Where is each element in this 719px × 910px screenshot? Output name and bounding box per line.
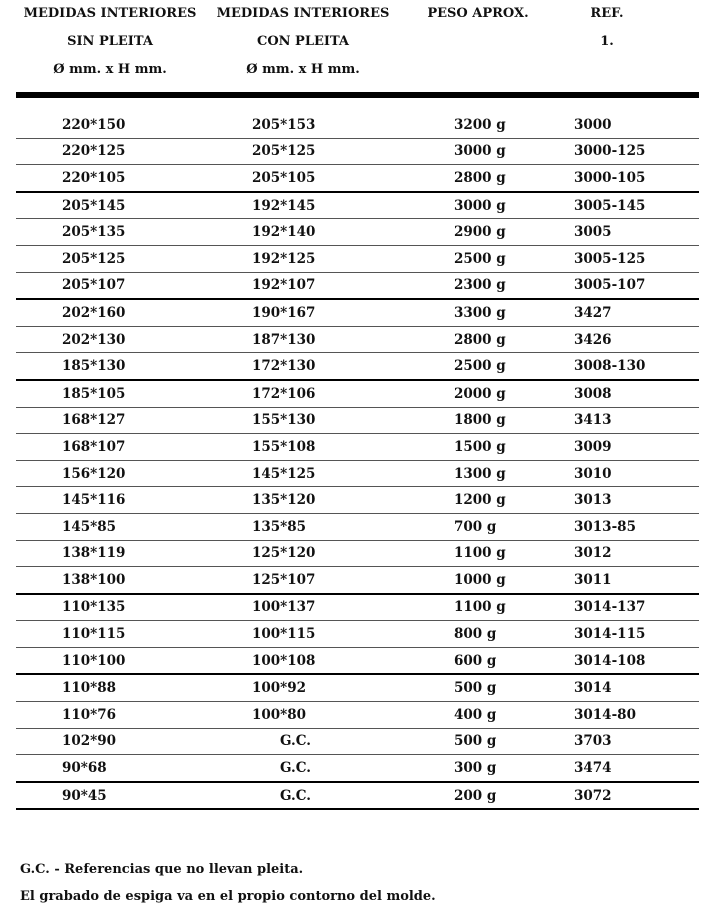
- cell-peso: 500 g: [412, 728, 552, 755]
- header-col-peso: [418, 0, 538, 28]
- cell-ref: 3013-85: [552, 513, 699, 540]
- cell-sin-pleita: 90*68: [16, 755, 206, 782]
- cell-peso: 1300 g: [412, 460, 552, 487]
- cell-peso: 300 g: [412, 755, 552, 782]
- cell-ref: 3014-108: [552, 647, 699, 674]
- table-row: [16, 380, 699, 407]
- cell-ref: 3013: [552, 487, 699, 514]
- cell-con-pleita: 100*108: [206, 647, 412, 674]
- table-row: [16, 272, 699, 299]
- header-line: MEDIDAS INTERIORES: [23, 6, 197, 21]
- mold-table: [16, 112, 699, 810]
- cell-sin-pleita: 205*135: [16, 219, 206, 246]
- cell-sin-pleita: 102*90: [16, 728, 206, 755]
- cell-sin-pleita: 156*120: [16, 460, 206, 487]
- table-row: [16, 192, 699, 219]
- cell-peso: 2800 g: [412, 165, 552, 192]
- cell-ref: 3426: [552, 326, 699, 353]
- cell-sin-pleita: 110*88: [16, 674, 206, 701]
- cell-peso: 1100 g: [412, 540, 552, 567]
- cell-sin-pleita: 90*45: [16, 782, 206, 810]
- cell-peso: 700 g: [412, 513, 552, 540]
- header-line: 1.: [600, 34, 614, 49]
- cell-sin-pleita: 138*119: [16, 540, 206, 567]
- cell-con-pleita: 192*145: [206, 192, 412, 219]
- cell-peso: 2800 g: [412, 326, 552, 353]
- table-row: [16, 513, 699, 540]
- cell-con-pleita: G.C.: [206, 782, 412, 810]
- cell-peso: 2500 g: [412, 353, 552, 380]
- header-col-con-pleita: [212, 0, 394, 84]
- table-row: [16, 728, 699, 755]
- cell-sin-pleita: 202*130: [16, 326, 206, 353]
- header-divider: [16, 92, 699, 98]
- header-line: Ø mm. x H mm.: [246, 62, 360, 77]
- table-row: [16, 326, 699, 353]
- cell-sin-pleita: 168*127: [16, 407, 206, 434]
- cell-peso: 2500 g: [412, 245, 552, 272]
- cell-sin-pleita: 205*125: [16, 245, 206, 272]
- cell-ref: 3012: [552, 540, 699, 567]
- cell-ref: 3413: [552, 407, 699, 434]
- cell-peso: 400 g: [412, 702, 552, 729]
- cell-sin-pleita: 145*116: [16, 487, 206, 514]
- cell-con-pleita: 187*130: [206, 326, 412, 353]
- cell-con-pleita: 145*125: [206, 460, 412, 487]
- cell-sin-pleita: 202*160: [16, 299, 206, 326]
- cell-con-pleita: 155*108: [206, 434, 412, 461]
- note-espiga: El grabado de espiga va en el propio contorno del molde.: [20, 889, 436, 904]
- header-line: CON PLEITA: [256, 34, 350, 49]
- cell-sin-pleita: 138*100: [16, 567, 206, 594]
- table-row: [16, 621, 699, 648]
- cell-ref: 3008-130: [552, 353, 699, 380]
- cell-ref: 3005: [552, 219, 699, 246]
- table-row: [16, 460, 699, 487]
- table-row: [16, 299, 699, 326]
- cell-ref: 3014-115: [552, 621, 699, 648]
- cell-peso: 3200 g: [412, 112, 552, 138]
- table-row: [16, 567, 699, 594]
- header-line: PESO APROX.: [427, 6, 529, 21]
- cell-sin-pleita: 110*115: [16, 621, 206, 648]
- cell-con-pleita: 155*130: [206, 407, 412, 434]
- cell-con-pleita: 172*106: [206, 380, 412, 407]
- note-gc: G.C. - Referencias que no llevan pleita.: [20, 862, 304, 877]
- cell-con-pleita: 190*167: [206, 299, 412, 326]
- cell-peso: 1800 g: [412, 407, 552, 434]
- cell-ref: 3072: [552, 782, 699, 810]
- cell-con-pleita: 172*130: [206, 353, 412, 380]
- cell-sin-pleita: 110*135: [16, 594, 206, 621]
- cell-peso: 1200 g: [412, 487, 552, 514]
- cell-sin-pleita: 205*107: [16, 272, 206, 299]
- cell-sin-pleita: 220*125: [16, 138, 206, 165]
- cell-ref: 3011: [552, 567, 699, 594]
- cell-ref: 3000: [552, 112, 699, 138]
- table-row: [16, 487, 699, 514]
- cell-peso: 2300 g: [412, 272, 552, 299]
- cell-con-pleita: 205*105: [206, 165, 412, 192]
- cell-con-pleita: 125*120: [206, 540, 412, 567]
- cell-ref: 3010: [552, 460, 699, 487]
- cell-sin-pleita: 168*107: [16, 434, 206, 461]
- cell-con-pleita: G.C.: [206, 755, 412, 782]
- table-row: [16, 434, 699, 461]
- cell-ref: 3008: [552, 380, 699, 407]
- cell-ref: 3014-137: [552, 594, 699, 621]
- cell-peso: 1000 g: [412, 567, 552, 594]
- cell-con-pleita: 100*92: [206, 674, 412, 701]
- cell-sin-pleita: 185*130: [16, 353, 206, 380]
- cell-ref: 3014: [552, 674, 699, 701]
- table-row: [16, 594, 699, 621]
- cell-con-pleita: G.C.: [206, 728, 412, 755]
- table-row: [16, 674, 699, 701]
- cell-con-pleita: 125*107: [206, 567, 412, 594]
- cell-peso: 3000 g: [412, 192, 552, 219]
- table-row: [16, 165, 699, 192]
- cell-con-pleita: 205*125: [206, 138, 412, 165]
- cell-con-pleita: 135*85: [206, 513, 412, 540]
- notes: [20, 856, 436, 910]
- table-row: [16, 647, 699, 674]
- cell-ref: 3474: [552, 755, 699, 782]
- header-line: REF.: [590, 6, 624, 21]
- header-col-ref: [572, 0, 642, 56]
- table-row: [16, 702, 699, 729]
- cell-ref: 3014-80: [552, 702, 699, 729]
- cell-ref: 3000-105: [552, 165, 699, 192]
- cell-peso: 200 g: [412, 782, 552, 810]
- cell-sin-pleita: 185*105: [16, 380, 206, 407]
- cell-peso: 500 g: [412, 674, 552, 701]
- cell-con-pleita: 192*107: [206, 272, 412, 299]
- cell-con-pleita: 100*80: [206, 702, 412, 729]
- cell-ref: 3427: [552, 299, 699, 326]
- cell-sin-pleita: 145*85: [16, 513, 206, 540]
- header-line: Ø mm. x H mm.: [53, 62, 167, 77]
- cell-ref: 3005-107: [552, 272, 699, 299]
- cell-ref: 3000-125: [552, 138, 699, 165]
- cell-ref: 3009: [552, 434, 699, 461]
- table-row: [16, 353, 699, 380]
- cell-peso: 3000 g: [412, 138, 552, 165]
- cell-ref: 3703: [552, 728, 699, 755]
- table-row: [16, 245, 699, 272]
- table-row: [16, 138, 699, 165]
- cell-con-pleita: 192*140: [206, 219, 412, 246]
- table-row: [16, 755, 699, 782]
- cell-peso: 1100 g: [412, 594, 552, 621]
- table-row: [16, 407, 699, 434]
- cell-peso: 2000 g: [412, 380, 552, 407]
- cell-sin-pleita: 110*76: [16, 702, 206, 729]
- cell-sin-pleita: 220*150: [16, 112, 206, 138]
- table-row: [16, 540, 699, 567]
- table-row: [16, 112, 699, 138]
- cell-peso: 800 g: [412, 621, 552, 648]
- cell-ref: 3005-145: [552, 192, 699, 219]
- cell-con-pleita: 192*125: [206, 245, 412, 272]
- cell-peso: 2900 g: [412, 219, 552, 246]
- cell-con-pleita: 100*115: [206, 621, 412, 648]
- cell-con-pleita: 135*120: [206, 487, 412, 514]
- cell-peso: 3300 g: [412, 299, 552, 326]
- table-row: [16, 219, 699, 246]
- cell-peso: 600 g: [412, 647, 552, 674]
- header-line: SIN PLEITA: [67, 34, 153, 49]
- cell-con-pleita: 205*153: [206, 112, 412, 138]
- cell-sin-pleita: 110*100: [16, 647, 206, 674]
- table-header: [0, 0, 719, 92]
- cell-sin-pleita: 220*105: [16, 165, 206, 192]
- table-row: [16, 782, 699, 810]
- cell-ref: 3005-125: [552, 245, 699, 272]
- header-col-sin-pleita: [20, 0, 200, 84]
- cell-sin-pleita: 205*145: [16, 192, 206, 219]
- cell-con-pleita: 100*137: [206, 594, 412, 621]
- cell-peso: 1500 g: [412, 434, 552, 461]
- header-line: MEDIDAS INTERIORES: [216, 6, 390, 21]
